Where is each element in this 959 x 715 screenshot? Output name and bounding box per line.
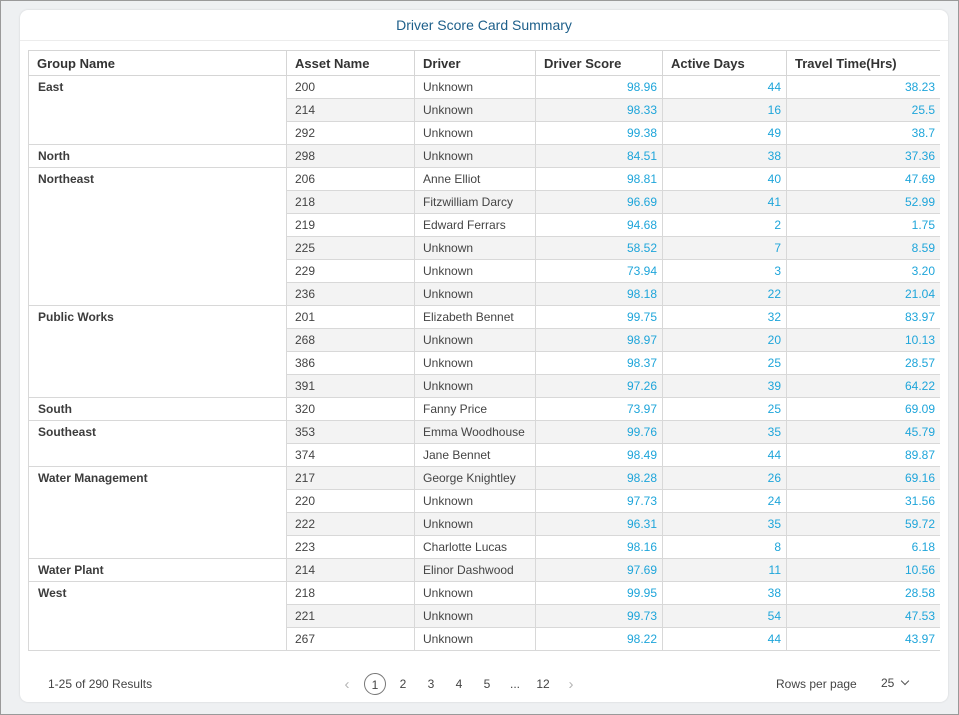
driver-score-cell: 98.33 [536,99,663,122]
group-name-cell: Southeast [29,421,287,467]
driver-score-cell: 98.96 [536,76,663,99]
asset-name-cell: 200 [287,76,415,99]
driver-score-cell: 98.81 [536,168,663,191]
active-days-cell: 35 [663,513,787,536]
driver-score-cell: 73.94 [536,260,663,283]
group-name-cell: East [29,76,287,145]
table-row[interactable] [29,76,941,99]
asset-name-cell: 217 [287,467,415,490]
driver-cell: Unknown [415,329,536,352]
active-days-cell: 7 [663,237,787,260]
rows-per-page-value: 25 [881,676,895,690]
page-button-2[interactable]: 2 [399,677,407,691]
table-header-row [29,51,941,76]
travel-time-cell: 37.36 [787,145,941,168]
prev-page-icon[interactable]: ‹ [344,675,350,693]
driver-score-cell: 99.75 [536,306,663,329]
travel-time-cell: 52.99 [787,191,941,214]
table-body [29,76,941,651]
active-days-cell: 24 [663,490,787,513]
asset-name-cell: 214 [287,559,415,582]
asset-name-cell: 374 [287,444,415,467]
asset-name-cell: 206 [287,168,415,191]
active-days-cell: 8 [663,536,787,559]
travel-time-cell: 10.56 [787,559,941,582]
asset-name-cell: 268 [287,329,415,352]
travel-time-cell: 25.5 [787,99,941,122]
column-header-driver-score[interactable]: Driver Score [536,51,663,76]
page-button-3[interactable]: 3 [427,677,435,691]
asset-name-cell: 219 [287,214,415,237]
card-title: Driver Score Card Summary [396,17,572,33]
driver-cell: Emma Woodhouse [415,421,536,444]
asset-name-cell: 214 [287,99,415,122]
asset-name-cell: 386 [287,352,415,375]
scorecard-card [20,10,948,702]
active-days-cell: 11 [663,559,787,582]
driver-score-cell: 99.76 [536,421,663,444]
driver-cell: Unknown [415,122,536,145]
travel-time-cell: 38.23 [787,76,941,99]
driver-cell: Unknown [415,76,536,99]
table-row[interactable] [29,582,941,605]
driver-score-cell: 97.26 [536,375,663,398]
group-name-cell: Northeast [29,168,287,306]
driver-score-cell: 98.22 [536,628,663,651]
driver-cell: Fanny Price [415,398,536,421]
driver-score-table [28,50,940,651]
active-days-cell: 22 [663,283,787,306]
asset-name-cell: 229 [287,260,415,283]
travel-time-cell: 21.04 [787,283,941,306]
active-days-cell: 44 [663,444,787,467]
active-days-cell: 44 [663,76,787,99]
active-days-cell: 38 [663,145,787,168]
rows-per-page-label: Rows per page [776,677,857,691]
driver-cell: Unknown [415,99,536,122]
active-days-cell: 25 [663,398,787,421]
active-days-cell: 41 [663,191,787,214]
asset-name-cell: 353 [287,421,415,444]
asset-name-cell: 391 [287,375,415,398]
driver-cell: Unknown [415,582,536,605]
driver-cell: Anne Elliot [415,168,536,191]
active-days-cell: 25 [663,352,787,375]
asset-name-cell: 320 [287,398,415,421]
asset-name-cell: 236 [287,283,415,306]
travel-time-cell: 69.09 [787,398,941,421]
group-name-cell: North [29,145,287,168]
driver-score-cell: 97.73 [536,490,663,513]
driver-score-cell: 98.49 [536,444,663,467]
driver-score-cell: 98.18 [536,283,663,306]
active-days-cell: 35 [663,421,787,444]
table-row[interactable] [29,145,941,168]
results-count: 1-25 of 290 Results [48,677,153,691]
driver-score-cell: 99.73 [536,605,663,628]
rows-per-page-select[interactable] [881,676,908,690]
travel-time-cell: 89.87 [787,444,941,467]
active-days-cell: 38 [663,582,787,605]
driver-score-cell: 96.69 [536,191,663,214]
travel-time-cell: 69.16 [787,467,941,490]
travel-time-cell: 3.20 [787,260,941,283]
active-days-cell: 49 [663,122,787,145]
asset-name-cell: 201 [287,306,415,329]
driver-cell: Charlotte Lucas [415,536,536,559]
active-days-cell: 44 [663,628,787,651]
asset-name-cell: 222 [287,513,415,536]
group-name-cell: Water Plant [29,559,287,582]
group-name-cell: West [29,582,287,651]
travel-time-cell: 31.56 [787,490,941,513]
asset-name-cell: 267 [287,628,415,651]
column-header-driver[interactable]: Driver [415,51,536,76]
driver-score-cell: 99.95 [536,582,663,605]
driver-cell: Jane Bennet [415,444,536,467]
travel-time-cell: 64.22 [787,375,941,398]
table-row[interactable] [29,398,941,421]
active-days-cell: 20 [663,329,787,352]
asset-name-cell: 221 [287,605,415,628]
asset-name-cell: 292 [287,122,415,145]
driver-score-cell: 73.97 [536,398,663,421]
travel-time-cell: 28.58 [787,582,941,605]
travel-time-cell: 28.57 [787,352,941,375]
travel-time-cell: 6.18 [787,536,941,559]
asset-name-cell: 218 [287,582,415,605]
driver-cell: Unknown [415,237,536,260]
chevron-down-icon [901,677,909,685]
page-button-4[interactable]: 4 [455,677,463,691]
driver-cell: Elizabeth Bennet [415,306,536,329]
column-header-group-name[interactable]: Group Name [29,51,287,76]
page-button-5[interactable]: 5 [483,677,491,691]
asset-name-cell: 225 [287,237,415,260]
driver-cell: Unknown [415,490,536,513]
driver-cell: Unknown [415,513,536,536]
driver-score-cell: 94.68 [536,214,663,237]
column-header-travel-time[interactable]: Travel Time(Hrs) [787,51,941,76]
driver-score-cell: 58.52 [536,237,663,260]
driver-score-cell: 98.97 [536,329,663,352]
driver-cell: Unknown [415,260,536,283]
table-row[interactable] [29,306,941,329]
active-days-cell: 16 [663,99,787,122]
active-days-cell: 39 [663,375,787,398]
active-days-cell: 26 [663,467,787,490]
card-header [20,10,948,41]
page-ellipsis: ... [509,677,520,691]
asset-name-cell: 223 [287,536,415,559]
asset-name-cell: 298 [287,145,415,168]
driver-cell: Unknown [415,605,536,628]
driver-score-cell: 98.37 [536,352,663,375]
driver-score-cell: 84.51 [536,145,663,168]
pagination [333,673,585,695]
driver-cell: Unknown [415,145,536,168]
travel-time-cell: 47.53 [787,605,941,628]
driver-score-cell: 96.31 [536,513,663,536]
group-name-cell: Water Management [29,467,287,559]
driver-cell: Unknown [415,628,536,651]
active-days-cell: 32 [663,306,787,329]
travel-time-cell: 10.13 [787,329,941,352]
page-button-current[interactable]: 1 [364,673,386,695]
table-row[interactable] [29,467,941,490]
travel-time-cell: 59.72 [787,513,941,536]
driver-cell: Unknown [415,352,536,375]
travel-time-cell: 1.75 [787,214,941,237]
table-footer [20,660,948,702]
driver-cell: Unknown [415,283,536,306]
column-header-active-days[interactable]: Active Days [663,51,787,76]
driver-cell: George Knightley [415,467,536,490]
driver-cell: Edward Ferrars [415,214,536,237]
travel-time-cell: 8.59 [787,237,941,260]
travel-time-cell: 47.69 [787,168,941,191]
page-button-last[interactable]: 12 [536,677,550,691]
driver-score-cell: 99.38 [536,122,663,145]
asset-name-cell: 220 [287,490,415,513]
driver-score-cell: 98.28 [536,467,663,490]
column-header-asset-name[interactable]: Asset Name [287,51,415,76]
active-days-cell: 3 [663,260,787,283]
active-days-cell: 40 [663,168,787,191]
driver-cell: Elinor Dashwood [415,559,536,582]
next-page-icon[interactable]: › [568,675,574,693]
driver-cell: Fitzwilliam Darcy [415,191,536,214]
active-days-cell: 2 [663,214,787,237]
travel-time-cell: 43.97 [787,628,941,651]
group-name-cell: South [29,398,287,421]
table-row[interactable] [29,168,941,191]
group-name-cell: Public Works [29,306,287,398]
driver-cell: Unknown [415,375,536,398]
driver-score-cell: 97.69 [536,559,663,582]
travel-time-cell: 45.79 [787,421,941,444]
driver-score-cell: 98.16 [536,536,663,559]
table-row[interactable] [29,421,941,444]
travel-time-cell: 83.97 [787,306,941,329]
table-container[interactable] [28,50,940,660]
asset-name-cell: 218 [287,191,415,214]
travel-time-cell: 38.7 [787,122,941,145]
table-row[interactable] [29,559,941,582]
active-days-cell: 54 [663,605,787,628]
